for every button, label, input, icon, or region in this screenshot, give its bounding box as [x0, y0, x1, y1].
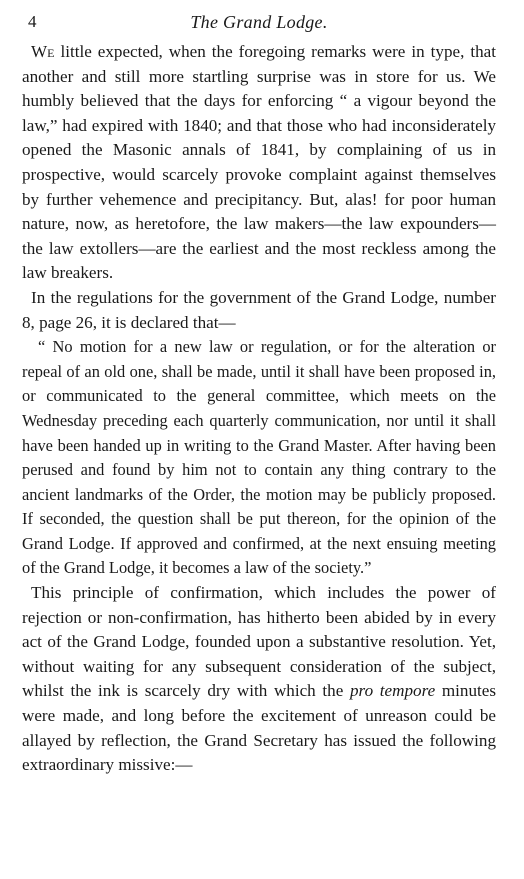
paragraph-4-italic-phrase: pro tempore	[350, 681, 436, 701]
paragraph-1	[22, 40, 496, 286]
page-number: 4	[28, 12, 37, 31]
book-page	[22, 12, 496, 778]
paragraph-1-lead-word: We	[31, 42, 55, 61]
paragraph-4	[22, 581, 496, 778]
page-body	[22, 40, 496, 778]
quoted-regulation: “ No motion for a new law or regulation, or for the alteration or repeal of an old one, shall be made, until it shall have been proposed in, or communicated to the general committee, which meets on the Wednesday preceding each quarterly communication, nor until it shall have been handed up in writing to the Grand Master. After having been perused and found by him not to contain any thing contrary to the ancient landmarks of the Order, the motion may be publicly proposed. If seconded, the question shall be put thereon, for the opinion of the Grand Lodge. If approved and confirmed, at the next ensuing meeting of the Grand Lodge, it becomes a law of the society.”	[22, 337, 496, 578]
running-title: The Grand Lodge.	[190, 12, 328, 32]
paragraph-4-text-before: This principle of confirmation, which includes the power of rejection or non-confirmation, has hitherto been abided by in every act of the Grand Lodge, founded upon a substantive resolution. Yet, without waiting for any subsequent consideration of the subject, whilst the ink is scarcely dry with which the	[22, 583, 496, 701]
page-header	[22, 12, 496, 40]
paragraph-1-text: little expected, when the foregoing remarks were in type, that another and still more startling surprise was in store for us. We humbly believed that the days for enforcing “ a vigour beyond the law,” had expired with 1840; and that those who had inconsiderately opened the Masonic annals of 1841, by complaining of us in prospective, would scarcely provoke complaint against themselves by further vehemence and precipitancy. But, alas! for poor human nature, now, as heretofore, the law makers—the law expounders—the law extollers—are the earliest and the most reckless among the law breakers.	[22, 42, 496, 283]
paragraph-4-text-after: minutes were made, and long before the excitement of unreason could be allayed by reflection, the Grand Secretary has issued the following extraordinary missive:—	[22, 681, 497, 775]
paragraph-2: In the regulations for the government of the Grand Lodge, number 8, page 26, it is declared that—	[22, 287, 496, 332]
